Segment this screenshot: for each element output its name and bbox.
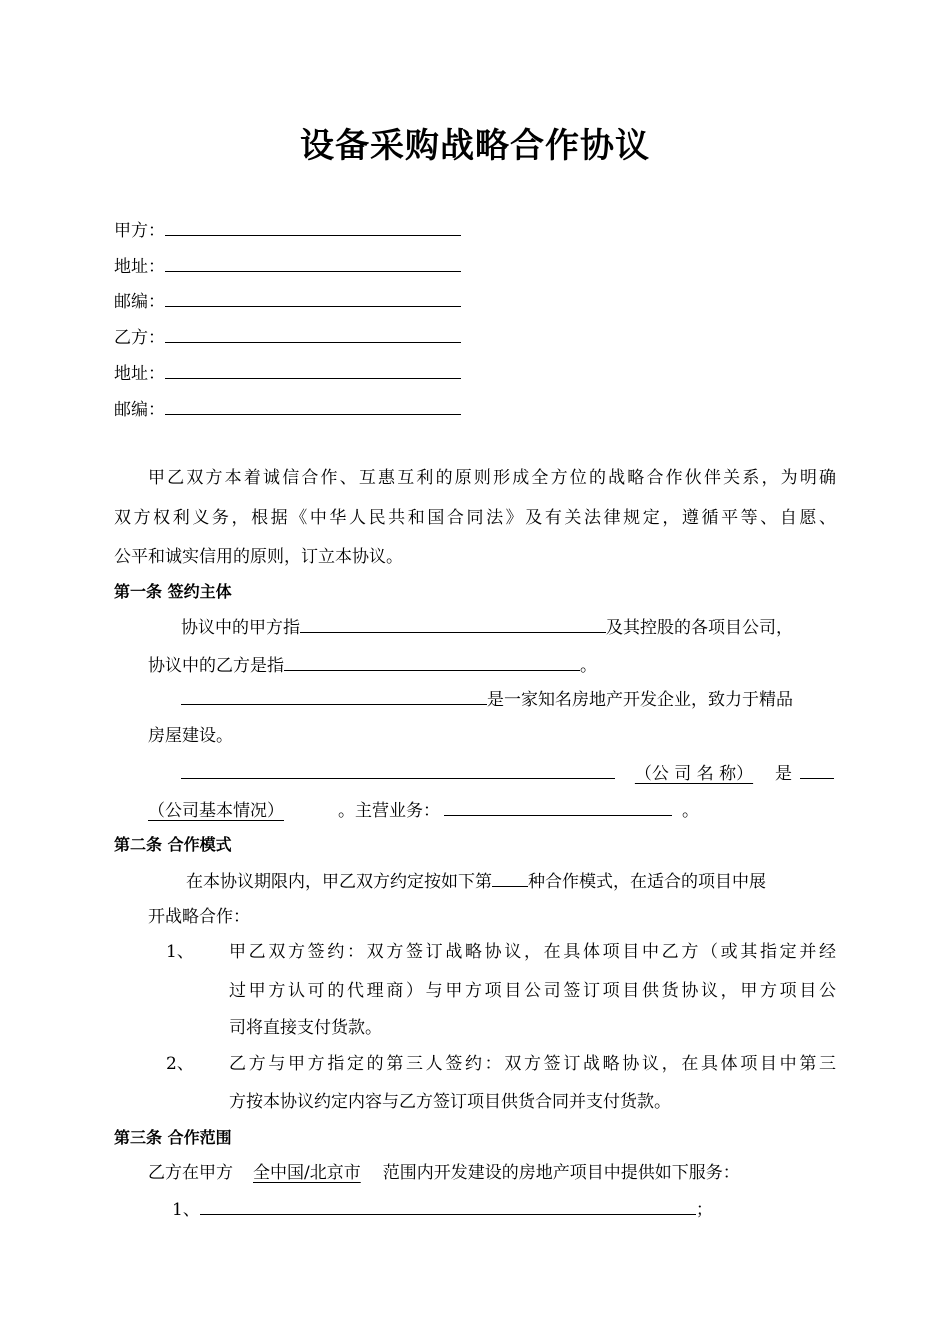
art1-line-6 (148, 797, 699, 823)
party-b-name-field[interactable] (165, 324, 461, 343)
art3-item-1-end: ； (695, 1200, 713, 1220)
intro-line-2: 双方权利义务，根据《中华人民共和国合同法》及有关法律规定，遵循平等、自愿、 (114, 508, 836, 528)
art1-party-a-text: 协议中的甲方指 (181, 618, 300, 638)
art2-line-2: 开战略合作： (148, 907, 250, 927)
art2-item-2-line-1: 乙方与甲方指定的第三人签约：双方签订战略协议，在具体项目中第三 (229, 1054, 836, 1074)
article-3-heading: 第三条 合作范围 (114, 1128, 232, 1147)
art2-mode-text: 在本协议期限内，甲乙双方约定按如下第 (186, 872, 492, 892)
art1-company-info-hint: （公司基本情况） (148, 801, 284, 821)
art1-party-b-text: 协议中的乙方是指 (148, 656, 284, 676)
art3-item-1 (172, 1196, 713, 1222)
art1-party-a-field[interactable] (300, 614, 606, 633)
party-a-address-label: 地址： (114, 257, 165, 277)
art1-company-field[interactable] (181, 760, 615, 779)
art1-company-name-hint: （公 司 名 称） (634, 764, 754, 784)
party-b-postcode-label: 邮编： (114, 400, 165, 420)
art3-line-1 (148, 1161, 740, 1185)
art2-item-1-number: 1、 (166, 942, 194, 962)
art1-party-b-suffix: 。 (580, 656, 597, 676)
party-a-postcode-field[interactable] (165, 288, 461, 307)
art2-item-2-number: 2、 (166, 1054, 194, 1074)
party-b-address-row (114, 360, 461, 386)
art1-business-end: 。 (682, 801, 699, 821)
party-b-row (114, 324, 461, 350)
party-b-label: 乙方： (114, 328, 165, 348)
art3-item-1-number: 1、 (172, 1200, 200, 1220)
art2-item-2-line-2: 方按本协议约定内容与乙方签订项目供货合同并支付货款。 (229, 1092, 671, 1112)
art1-line-5 (181, 760, 834, 786)
document-title: 设备采购战略合作协议 (300, 126, 650, 166)
party-b-address-field[interactable] (165, 360, 461, 379)
art1-party-a-suffix: 及其控股的各项目公司， (606, 618, 793, 638)
art3-region-value: 全中国/北京市 (253, 1163, 361, 1183)
art3-scope-text: 乙方在甲方 (148, 1163, 233, 1183)
party-a-address-row (114, 253, 461, 279)
art3-scope-suffix: 范围内开发建设的房地产项目中提供如下服务： (382, 1163, 740, 1183)
art1-line-4: 房屋建设。 (148, 726, 233, 746)
intro-line-1: 甲乙双方本着诚信合作、互惠互利的原则形成全方位的战略合作伙伴关系，为明确 (148, 468, 836, 488)
art1-business-label: 。主营业务： (338, 801, 440, 821)
art1-is-text: 是 (775, 764, 792, 784)
art2-item-1-line-3: 司将直接支付货款。 (229, 1018, 382, 1038)
art1-developer-field[interactable] (181, 686, 487, 705)
art1-company-info-field[interactable] (800, 760, 834, 779)
art2-mode-field[interactable] (492, 868, 528, 887)
art2-line-1 (186, 868, 766, 894)
party-a-postcode-row (114, 288, 461, 314)
art1-line-1 (181, 614, 793, 640)
art1-line-3 (181, 686, 793, 712)
party-a-address-field[interactable] (165, 253, 461, 272)
art1-developer-text: 是一家知名房地产开发企业，致力于精品 (487, 690, 793, 710)
art2-mode-suffix: 种合作模式，在适合的项目中展 (528, 872, 766, 892)
party-a-name-field[interactable] (165, 217, 461, 236)
party-b-postcode-field[interactable] (165, 396, 461, 415)
intro-line-3: 公平和诚实信用的原则，订立本协议。 (114, 547, 403, 567)
article-1-heading: 第一条 签约主体 (114, 582, 232, 601)
article-2-heading: 第二条 合作模式 (114, 835, 232, 854)
art1-business-field[interactable] (444, 797, 672, 816)
party-b-address-label: 地址： (114, 364, 165, 384)
art2-item-1-line-2: 过甲方认可的代理商）与甲方项目公司签订项目供货协议，甲方项目公 (229, 981, 836, 1001)
party-a-postcode-label: 邮编： (114, 292, 165, 312)
art1-party-b-field[interactable] (284, 652, 580, 671)
art2-item-1-line-1: 甲乙双方签约：双方签订战略协议，在具体项目中乙方（或其指定并经 (229, 942, 836, 962)
party-a-label: 甲方： (114, 221, 165, 241)
art3-item-1-field[interactable] (200, 1196, 696, 1215)
party-b-postcode-row (114, 396, 461, 422)
party-a-row (114, 217, 461, 243)
art1-line-2 (148, 652, 597, 678)
